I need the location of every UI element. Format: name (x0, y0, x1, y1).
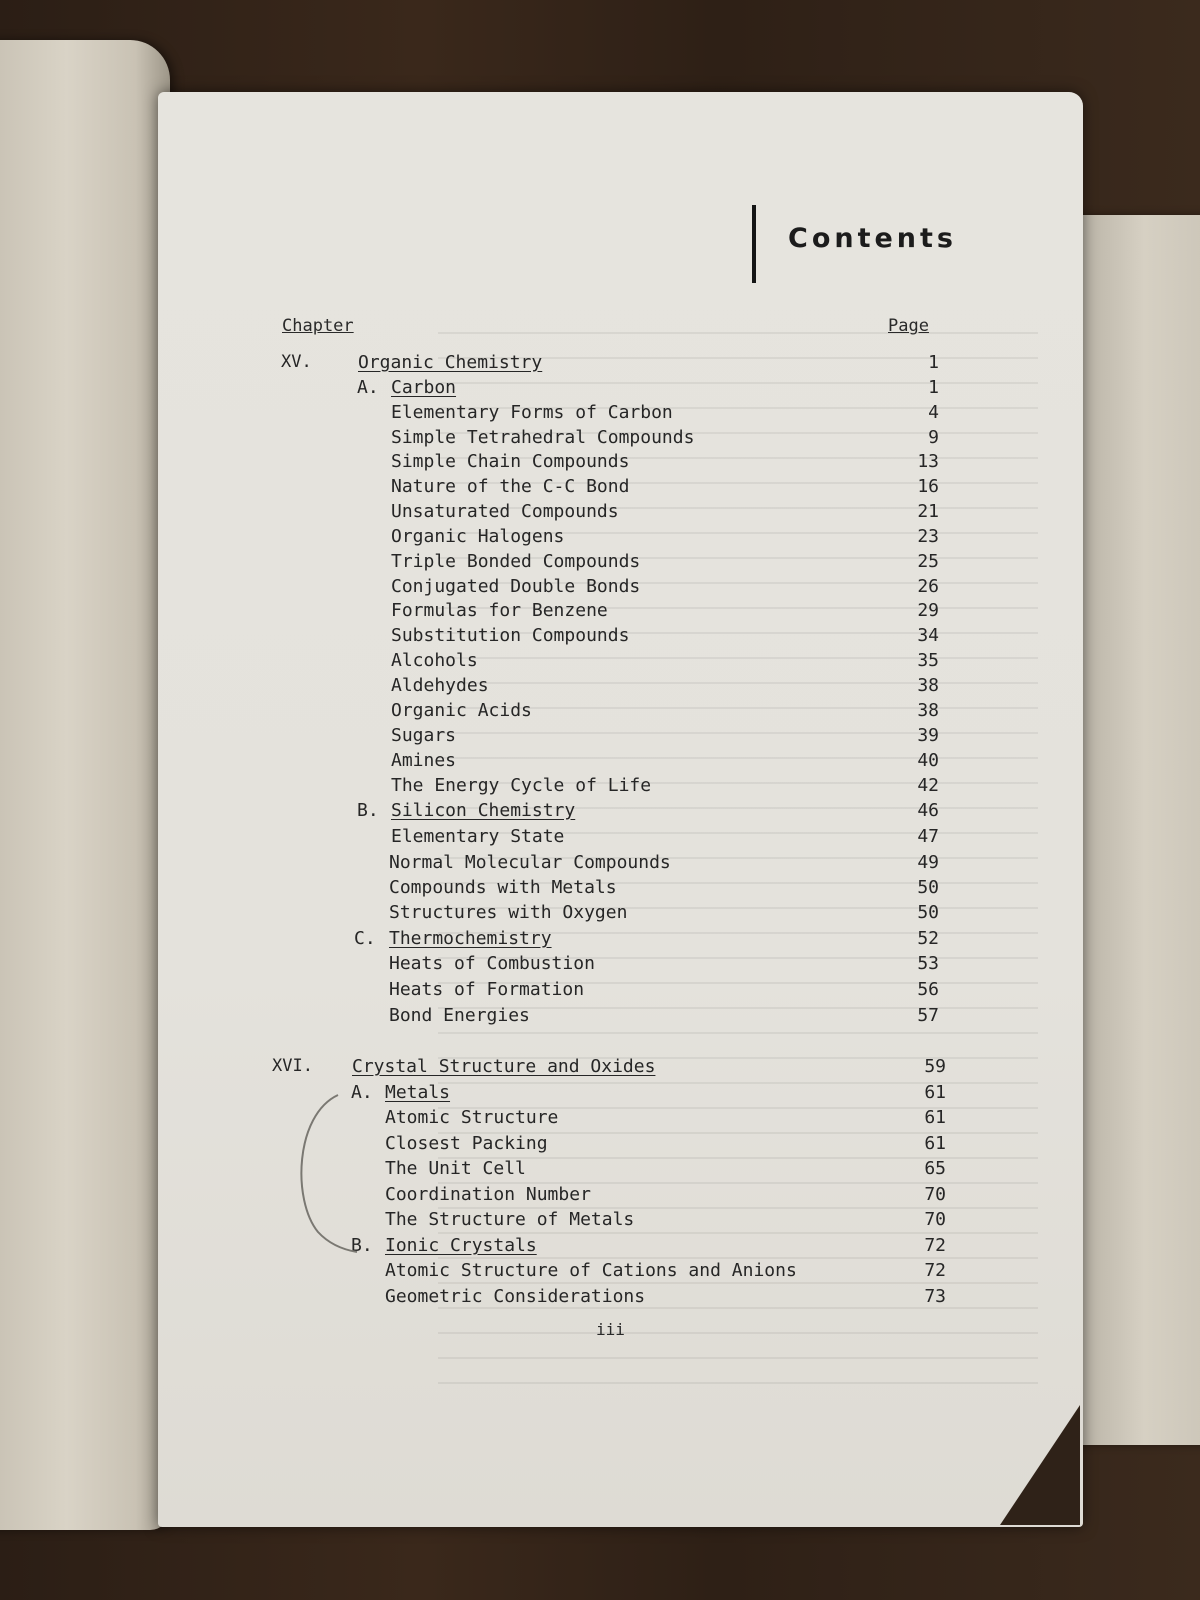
topic-title: The Energy Cycle of Life (391, 775, 652, 796)
page-number: 39 (917, 725, 939, 746)
toc-entry (0, 1158, 1200, 1182)
page-number: 4 (928, 402, 939, 423)
toc-entry (0, 675, 1200, 699)
toc-entry (0, 826, 1200, 850)
page-number: 52 (917, 928, 939, 949)
page-number: 13 (917, 451, 939, 472)
toc-entry (0, 427, 1200, 451)
toc-entry (0, 700, 1200, 724)
page-number: 9 (928, 427, 939, 448)
toc-entry (0, 650, 1200, 674)
toc-entry (0, 877, 1200, 901)
section-title: Metals (385, 1082, 451, 1103)
topic-title: Compounds with Metals (389, 877, 617, 898)
topic-title: Heats of Combustion (389, 953, 595, 974)
toc-entry (0, 377, 1200, 401)
page-number: 53 (917, 953, 939, 974)
page-number: 61 (924, 1133, 946, 1154)
toc-entry (0, 451, 1200, 475)
chapter-title: Organic Chemistry (358, 352, 543, 373)
section-letter: A. (357, 377, 379, 398)
section-title: Thermochemistry (389, 928, 552, 949)
page-title: Contents (788, 223, 958, 254)
topic-title: Bond Energies (389, 1005, 530, 1026)
toc-entry (0, 953, 1200, 977)
topic-title: Amines (391, 750, 457, 771)
page-number: 49 (917, 852, 939, 873)
page-number: 73 (924, 1286, 946, 1307)
topic-title: Triple Bonded Compounds (391, 551, 641, 572)
page-number: 34 (917, 625, 939, 646)
page-number: 16 (917, 476, 939, 497)
page-number: 59 (924, 1056, 946, 1077)
page-number: 50 (917, 877, 939, 898)
topic-title: Substitution Compounds (391, 625, 630, 646)
page-number: 40 (917, 750, 939, 771)
topic-title: The Unit Cell (385, 1158, 526, 1179)
topic-title: Normal Molecular Compounds (389, 852, 671, 873)
toc-entry (0, 402, 1200, 426)
page-number: 25 (917, 551, 939, 572)
section-title: Carbon (391, 377, 457, 398)
topic-title: The Structure of Metals (385, 1209, 635, 1230)
topic-title: Geometric Considerations (385, 1286, 646, 1307)
page-number: 1 (928, 352, 939, 373)
toc-entry (0, 852, 1200, 876)
toc-entry (0, 1286, 1200, 1310)
toc-entry (0, 1133, 1200, 1157)
toc-entry (0, 750, 1200, 774)
page-number: 46 (917, 800, 939, 821)
page-number: 42 (917, 775, 939, 796)
toc-entry (0, 501, 1200, 525)
toc-entry (0, 979, 1200, 1003)
section-title: Silicon Chemistry (391, 800, 576, 821)
section-letter: A. (351, 1082, 373, 1103)
page-number: 1 (928, 377, 939, 398)
page-number: 26 (917, 576, 939, 597)
toc-entry (0, 476, 1200, 500)
topic-title: Atomic Structure (385, 1107, 559, 1128)
page-number: 72 (924, 1235, 946, 1256)
topic-title: Formulas for Benzene (391, 600, 608, 621)
topic-title: Conjugated Double Bonds (391, 576, 641, 597)
chapter-number: XVI. (272, 1056, 313, 1076)
topic-title: Organic Halogens (391, 526, 565, 547)
toc-entry (0, 1209, 1200, 1233)
topic-title: Coordination Number (385, 1184, 591, 1205)
topic-title: Nature of the C-C Bond (391, 476, 630, 497)
toc-entry (0, 1056, 1200, 1080)
page-number: 21 (917, 501, 939, 522)
toc-entry (0, 625, 1200, 649)
toc-entry (0, 576, 1200, 600)
topic-title: Simple Chain Compounds (391, 451, 630, 472)
toc-entry (0, 928, 1200, 952)
topic-title: Atomic Structure of Cations and Anions (385, 1260, 797, 1281)
toc-entry (0, 1005, 1200, 1029)
topic-title: Heats of Formation (389, 979, 585, 1000)
section-title: Ionic Crystals (385, 1235, 537, 1256)
page-number: 47 (917, 826, 939, 847)
toc-entry (0, 725, 1200, 749)
toc-entry (0, 600, 1200, 624)
toc-entry (0, 526, 1200, 550)
page-column-header: Page (888, 316, 929, 336)
page-number: 38 (917, 700, 939, 721)
page-number: 50 (917, 902, 939, 923)
page-number: 70 (924, 1209, 946, 1230)
topic-title: Structures with Oxygen (389, 902, 628, 923)
section-letter: B. (357, 800, 379, 821)
toc-entry (0, 1082, 1200, 1106)
topic-title: Elementary State (391, 826, 565, 847)
page-number: 70 (924, 1184, 946, 1205)
topic-title: Elementary Forms of Carbon (391, 402, 673, 423)
topic-title: Closest Packing (385, 1133, 548, 1154)
page-number: 35 (917, 650, 939, 671)
page-number: 61 (924, 1107, 946, 1128)
page-number: 57 (917, 1005, 939, 1026)
toc-entry (0, 1184, 1200, 1208)
toc-entry (0, 800, 1200, 824)
topic-title: Organic Acids (391, 700, 532, 721)
section-letter: B. (351, 1235, 373, 1256)
topic-title: Simple Tetrahedral Compounds (391, 427, 695, 448)
chapter-title: Crystal Structure and Oxides (352, 1056, 656, 1077)
chapter-column-header: Chapter (282, 316, 354, 336)
toc-entry (0, 902, 1200, 926)
section-letter: C. (354, 928, 376, 949)
topic-title: Alcohols (391, 650, 478, 671)
page-number: 23 (917, 526, 939, 547)
chapter-number: XV. (281, 352, 312, 372)
toc-entry (0, 775, 1200, 799)
topic-title: Unsaturated Compounds (391, 501, 619, 522)
page-number: 56 (917, 979, 939, 1000)
toc-entry (0, 1235, 1200, 1259)
toc-entry (0, 1260, 1200, 1284)
page-number: 65 (924, 1158, 946, 1179)
page-folio: iii (596, 1320, 625, 1339)
page-number: 29 (917, 600, 939, 621)
topic-title: Sugars (391, 725, 457, 746)
toc-entry (0, 352, 1200, 376)
page-number: 38 (917, 675, 939, 696)
page-number: 72 (924, 1260, 946, 1281)
toc-entry (0, 551, 1200, 575)
topic-title: Aldehydes (391, 675, 489, 696)
toc-entry (0, 1107, 1200, 1131)
page-number: 61 (924, 1082, 946, 1103)
